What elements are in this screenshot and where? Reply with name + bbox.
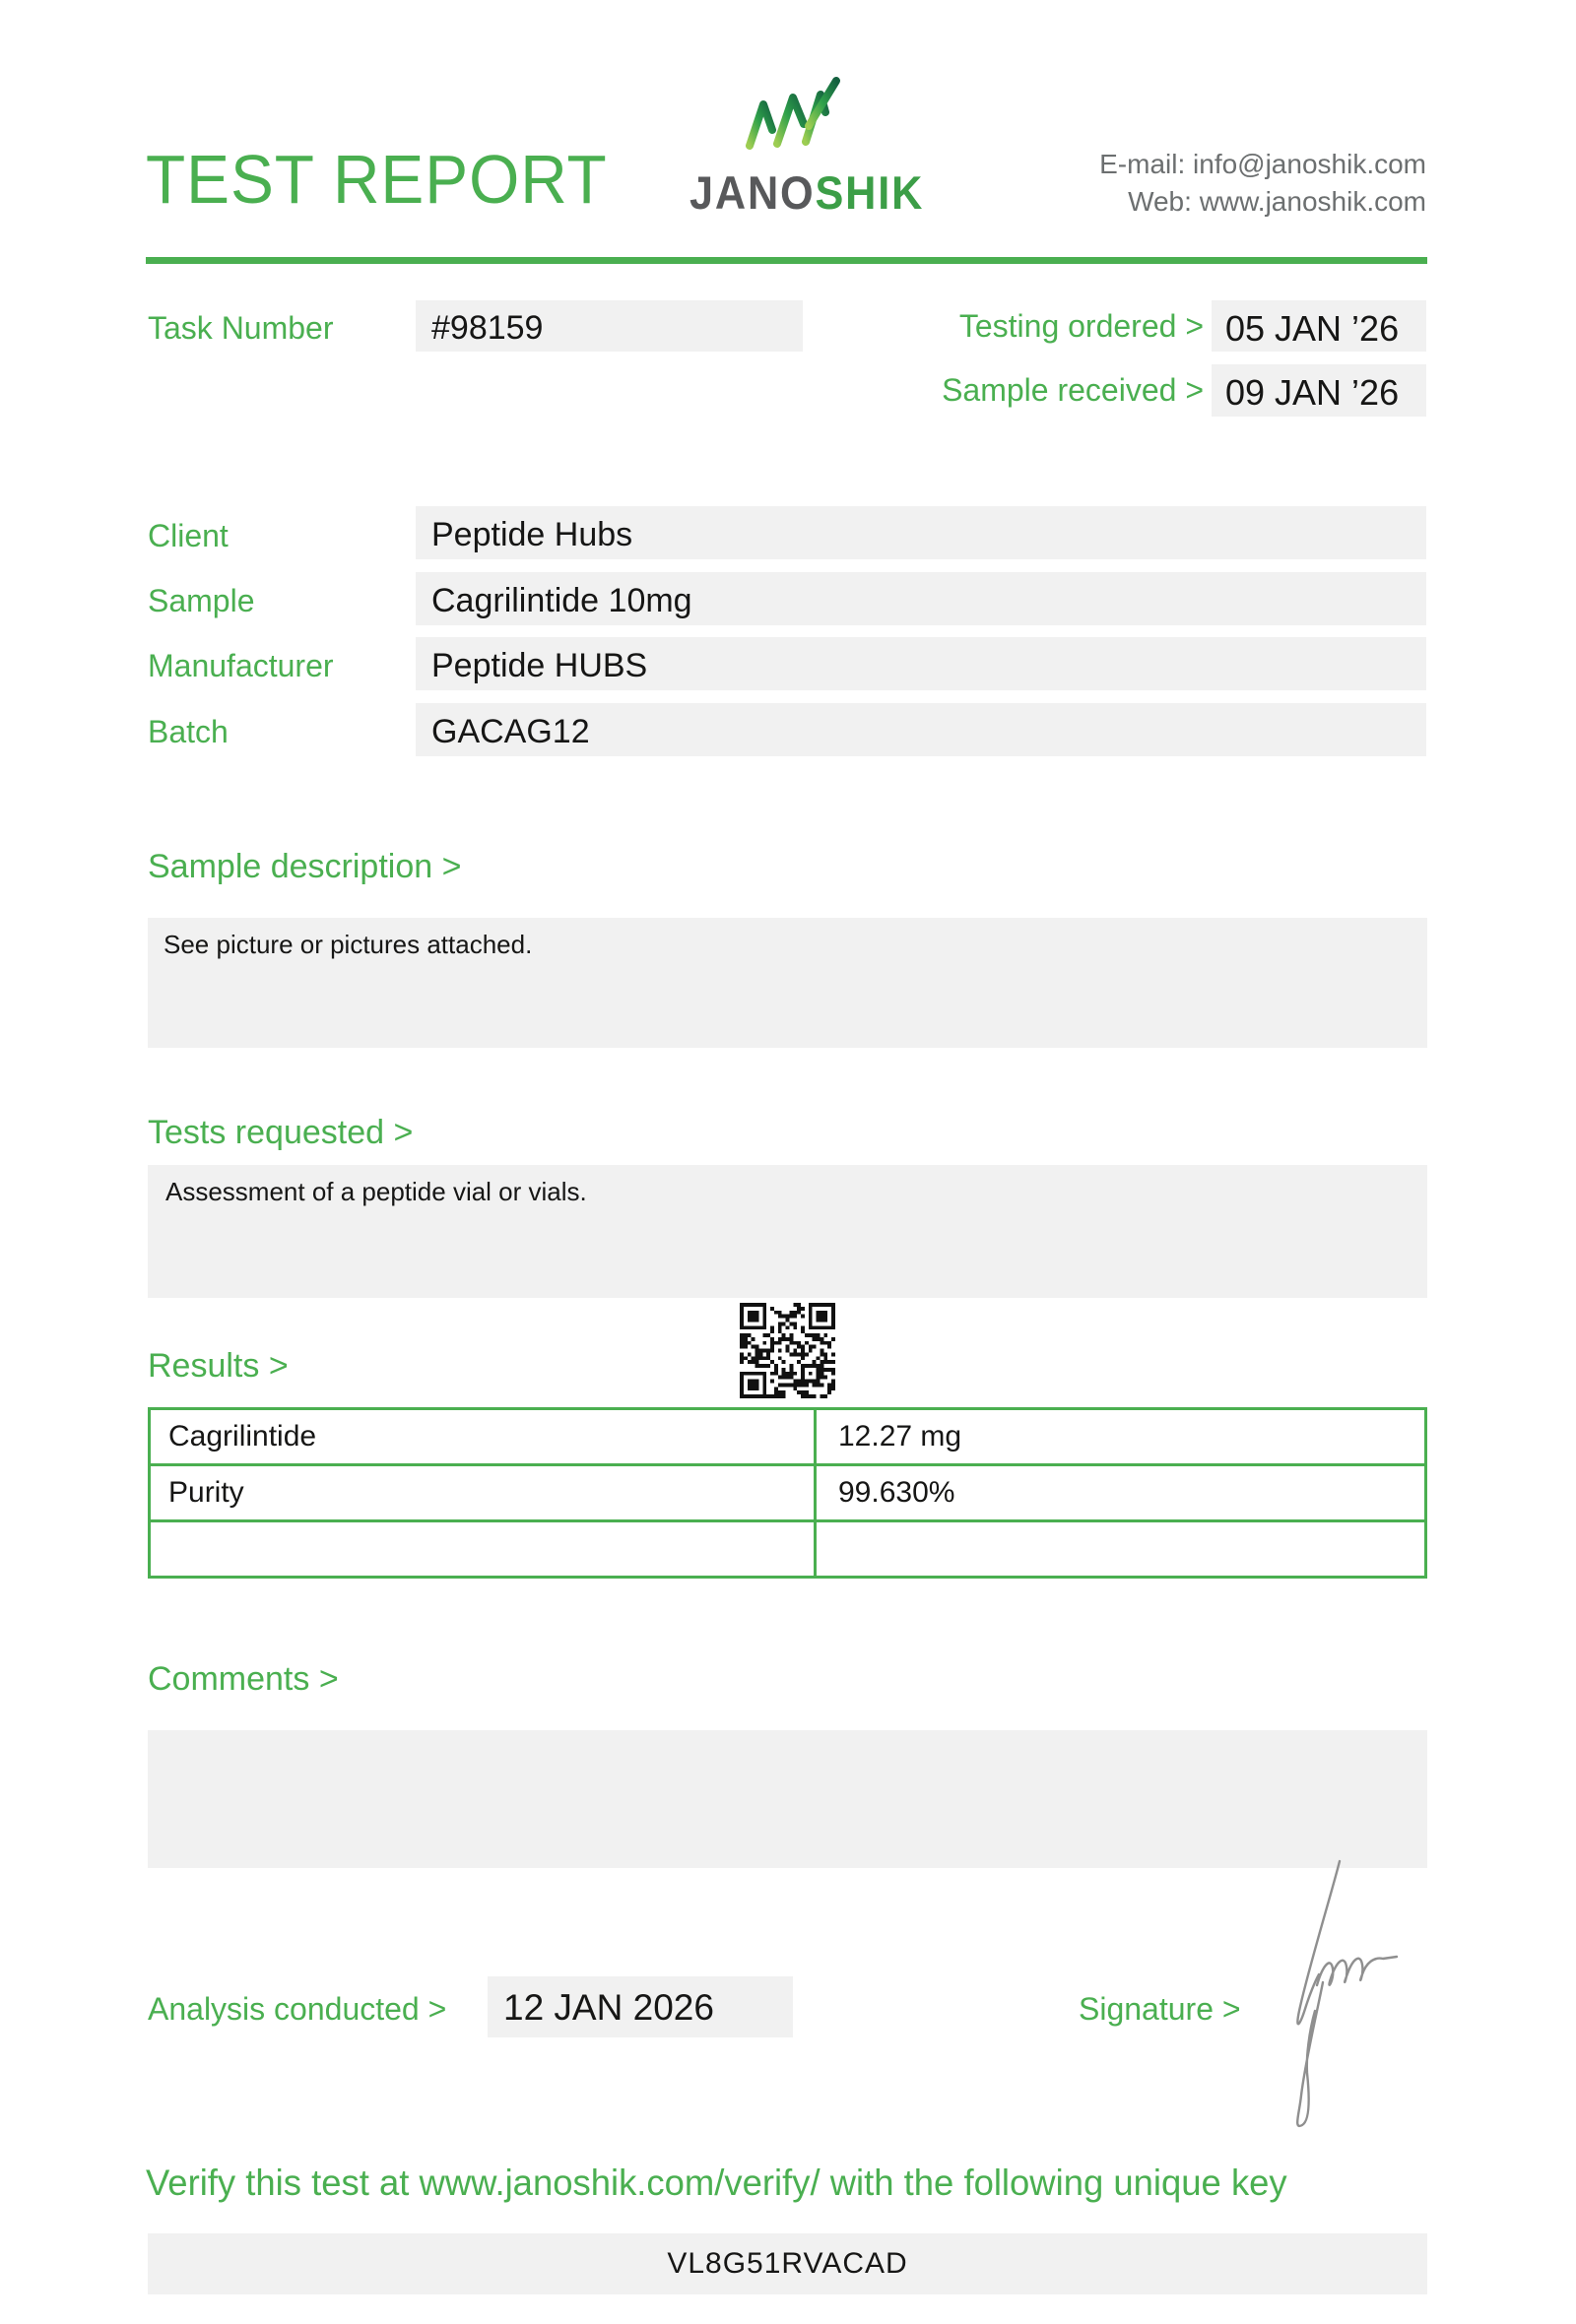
result-name xyxy=(150,1521,816,1578)
batch-value: GACAG12 xyxy=(431,713,590,750)
sample-received-field xyxy=(1212,364,1426,417)
sample-description-heading: Sample description > xyxy=(148,848,462,885)
comments-heading: Comments > xyxy=(148,1660,339,1698)
tests-requested-box xyxy=(148,1165,1427,1298)
unique-key-value: VL8G51RVACAD xyxy=(667,2247,908,2280)
verify-instruction: Verify this test at www.janoshik.com/verify/ with the following unique key xyxy=(146,2163,1287,2203)
analysis-date-field xyxy=(488,1976,793,2037)
testing-ordered-field xyxy=(1212,300,1426,352)
client-field xyxy=(416,506,1426,559)
client-value: Peptide Hubs xyxy=(431,516,633,553)
header-divider xyxy=(146,257,1427,264)
sample-label: Sample xyxy=(148,583,255,618)
analysis-date-value: 12 JAN 2026 xyxy=(503,1987,714,2028)
logo-jano: JANO xyxy=(690,166,816,219)
signature-label: Signature > xyxy=(1079,1991,1241,2027)
testing-ordered-label: Testing ordered > xyxy=(958,308,1204,344)
batch-label: Batch xyxy=(148,714,229,749)
sample-received-value: 09 JAN ’26 xyxy=(1225,372,1400,413)
results-table xyxy=(148,1407,1427,1579)
result-value: 99.630% xyxy=(816,1465,1426,1521)
client-label: Client xyxy=(148,518,229,553)
result-value: 12.27 mg xyxy=(816,1409,1426,1465)
results-heading: Results > xyxy=(148,1347,289,1385)
tests-requested-heading: Tests requested > xyxy=(148,1114,414,1151)
task-number-label: Task Number xyxy=(148,310,334,346)
logo-shik: SHIK xyxy=(815,166,925,219)
result-name: Purity xyxy=(150,1465,816,1521)
table-row xyxy=(150,1465,1426,1521)
page-title: TEST REPORT xyxy=(146,141,608,218)
contact-email: E-mail: info@janoshik.com xyxy=(1099,149,1426,179)
testing-ordered-value: 05 JAN ’26 xyxy=(1225,308,1400,349)
sample-description-box xyxy=(148,918,1427,1048)
result-name: Cagrilintide xyxy=(150,1409,816,1465)
task-number-value: #98159 xyxy=(431,309,544,347)
manufacturer-label: Manufacturer xyxy=(148,648,334,683)
logo-wordmark xyxy=(690,165,924,220)
signature-image xyxy=(1279,1853,1416,2144)
task-number-field xyxy=(416,300,803,352)
analysis-conducted-label: Analysis conducted > xyxy=(148,1991,447,2027)
batch-field xyxy=(416,703,1426,756)
tests-requested-text: Assessment of a peptide vial or vials. xyxy=(165,1177,587,1206)
table-row xyxy=(150,1409,1426,1465)
unique-key-field xyxy=(148,2233,1427,2294)
manufacturer-value: Peptide HUBS xyxy=(431,647,648,684)
comments-box xyxy=(148,1730,1427,1868)
sample-value: Cagrilintide 10mg xyxy=(431,582,692,619)
qr-code xyxy=(740,1303,835,1398)
sample-description-text: See picture or pictures attached. xyxy=(164,930,533,959)
contact-web: Web: www.janoshik.com xyxy=(1128,186,1426,217)
manufacturer-field xyxy=(416,637,1426,690)
table-row xyxy=(150,1521,1426,1578)
contact-block xyxy=(1099,146,1426,221)
logo-chart-icon xyxy=(737,71,845,164)
sample-field xyxy=(416,572,1426,625)
sample-received-label: Sample received > xyxy=(942,372,1204,408)
result-value xyxy=(816,1521,1426,1578)
